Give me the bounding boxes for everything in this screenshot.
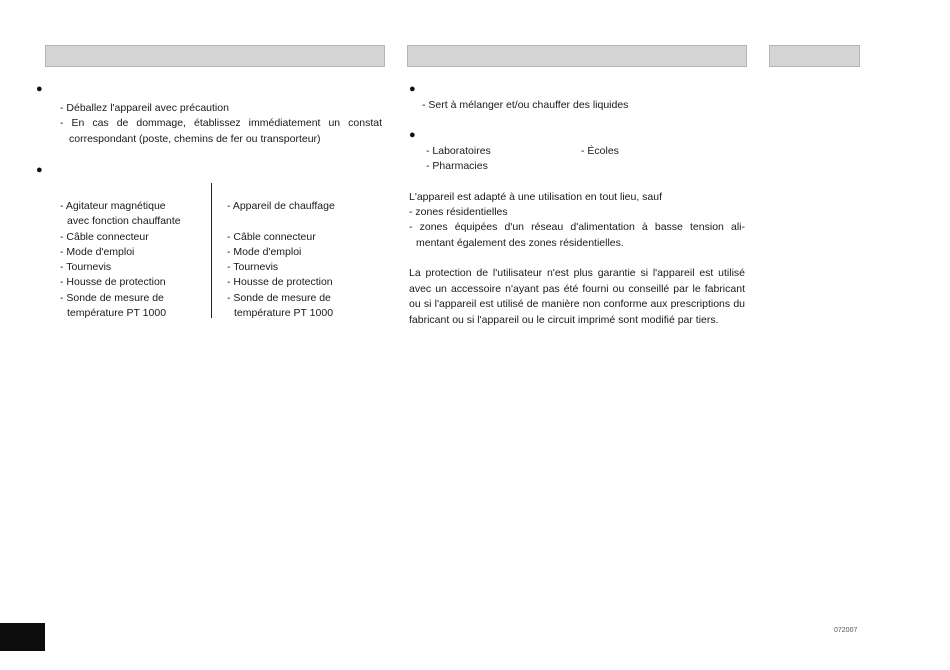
column-divider bbox=[211, 183, 212, 318]
section-header-bar-middle bbox=[407, 45, 747, 67]
section-header-bar-left bbox=[45, 45, 385, 67]
bullet-delivery: ● bbox=[36, 164, 43, 176]
delivery-b-item-5: - Housse de protection bbox=[227, 276, 333, 288]
delivery-a-item-3: - Mode d'emploi bbox=[60, 246, 135, 258]
section-header-bar-right bbox=[769, 45, 860, 67]
range-schools: - Écoles bbox=[581, 145, 619, 157]
bullet-use: ● bbox=[409, 83, 416, 95]
delivery-b-item-3: - Mode d'emploi bbox=[227, 246, 302, 258]
delivery-a-item-2: - Câble connecteur bbox=[60, 231, 149, 243]
para1-line-3: - zones équipées d'un réseau d'alimentation à basse tension ali- bbox=[409, 221, 745, 233]
unpacking-item-1: - Déballez l'appareil avec précaution bbox=[60, 102, 229, 114]
delivery-a-item-5: - Housse de protection bbox=[60, 276, 166, 288]
use-item: - Sert à mélanger et/ou chauffer des liquides bbox=[422, 99, 629, 111]
delivery-b-item-6-cont: température PT 1000 bbox=[234, 307, 334, 319]
delivery-b-item-1: - Appareil de chauffage bbox=[227, 200, 335, 212]
page-corner-tab bbox=[0, 623, 45, 651]
para1-line-4: mentant également des zones résidentielles. bbox=[416, 237, 624, 249]
unpacking-item-2-cont: correspondant (poste, chemins de fer ou transporteur) bbox=[69, 133, 321, 145]
delivery-b-item-2: - Câble connecteur bbox=[227, 231, 316, 243]
delivery-a-item-1: - Agitateur magnétique bbox=[60, 200, 166, 212]
range-pharmacies: - Pharmacies bbox=[426, 160, 488, 172]
para1-line-2: - zones résidentielles bbox=[409, 206, 508, 218]
delivery-a-item-4: - Tournevis bbox=[60, 261, 112, 273]
delivery-b-item-4: - Tournevis bbox=[227, 261, 279, 273]
para2: La protection de l'utilisateur n'est plus garantie si l'appareil est utilisé avec un accessoire n'ayant pas été fourni ou conseillé par le fabricant ou si l'appareil est utilisé de manière non conforme aux prescriptions du fabricant ou si l'appareil ou le circuit imprimé sont modifié par tiers. bbox=[409, 267, 745, 326]
bullet-unpacking: ● bbox=[36, 83, 43, 95]
unpacking-item-2: - En cas de dommage, établissez immédiatement un constat bbox=[60, 117, 382, 129]
delivery-a-item-6: - Sonde de mesure de bbox=[60, 292, 164, 304]
delivery-b-item-6: - Sonde de mesure de bbox=[227, 292, 331, 304]
document-code: 072007 bbox=[834, 627, 858, 634]
bullet-range: ● bbox=[409, 129, 416, 141]
delivery-a-item-1-cont: avec fonction chauffante bbox=[67, 215, 181, 227]
range-labs: - Laboratoires bbox=[426, 145, 491, 157]
para1-line-1: L'appareil est adapté à une utilisation en tout lieu, sauf bbox=[409, 191, 663, 203]
delivery-a-item-6-cont: température PT 1000 bbox=[67, 307, 167, 319]
